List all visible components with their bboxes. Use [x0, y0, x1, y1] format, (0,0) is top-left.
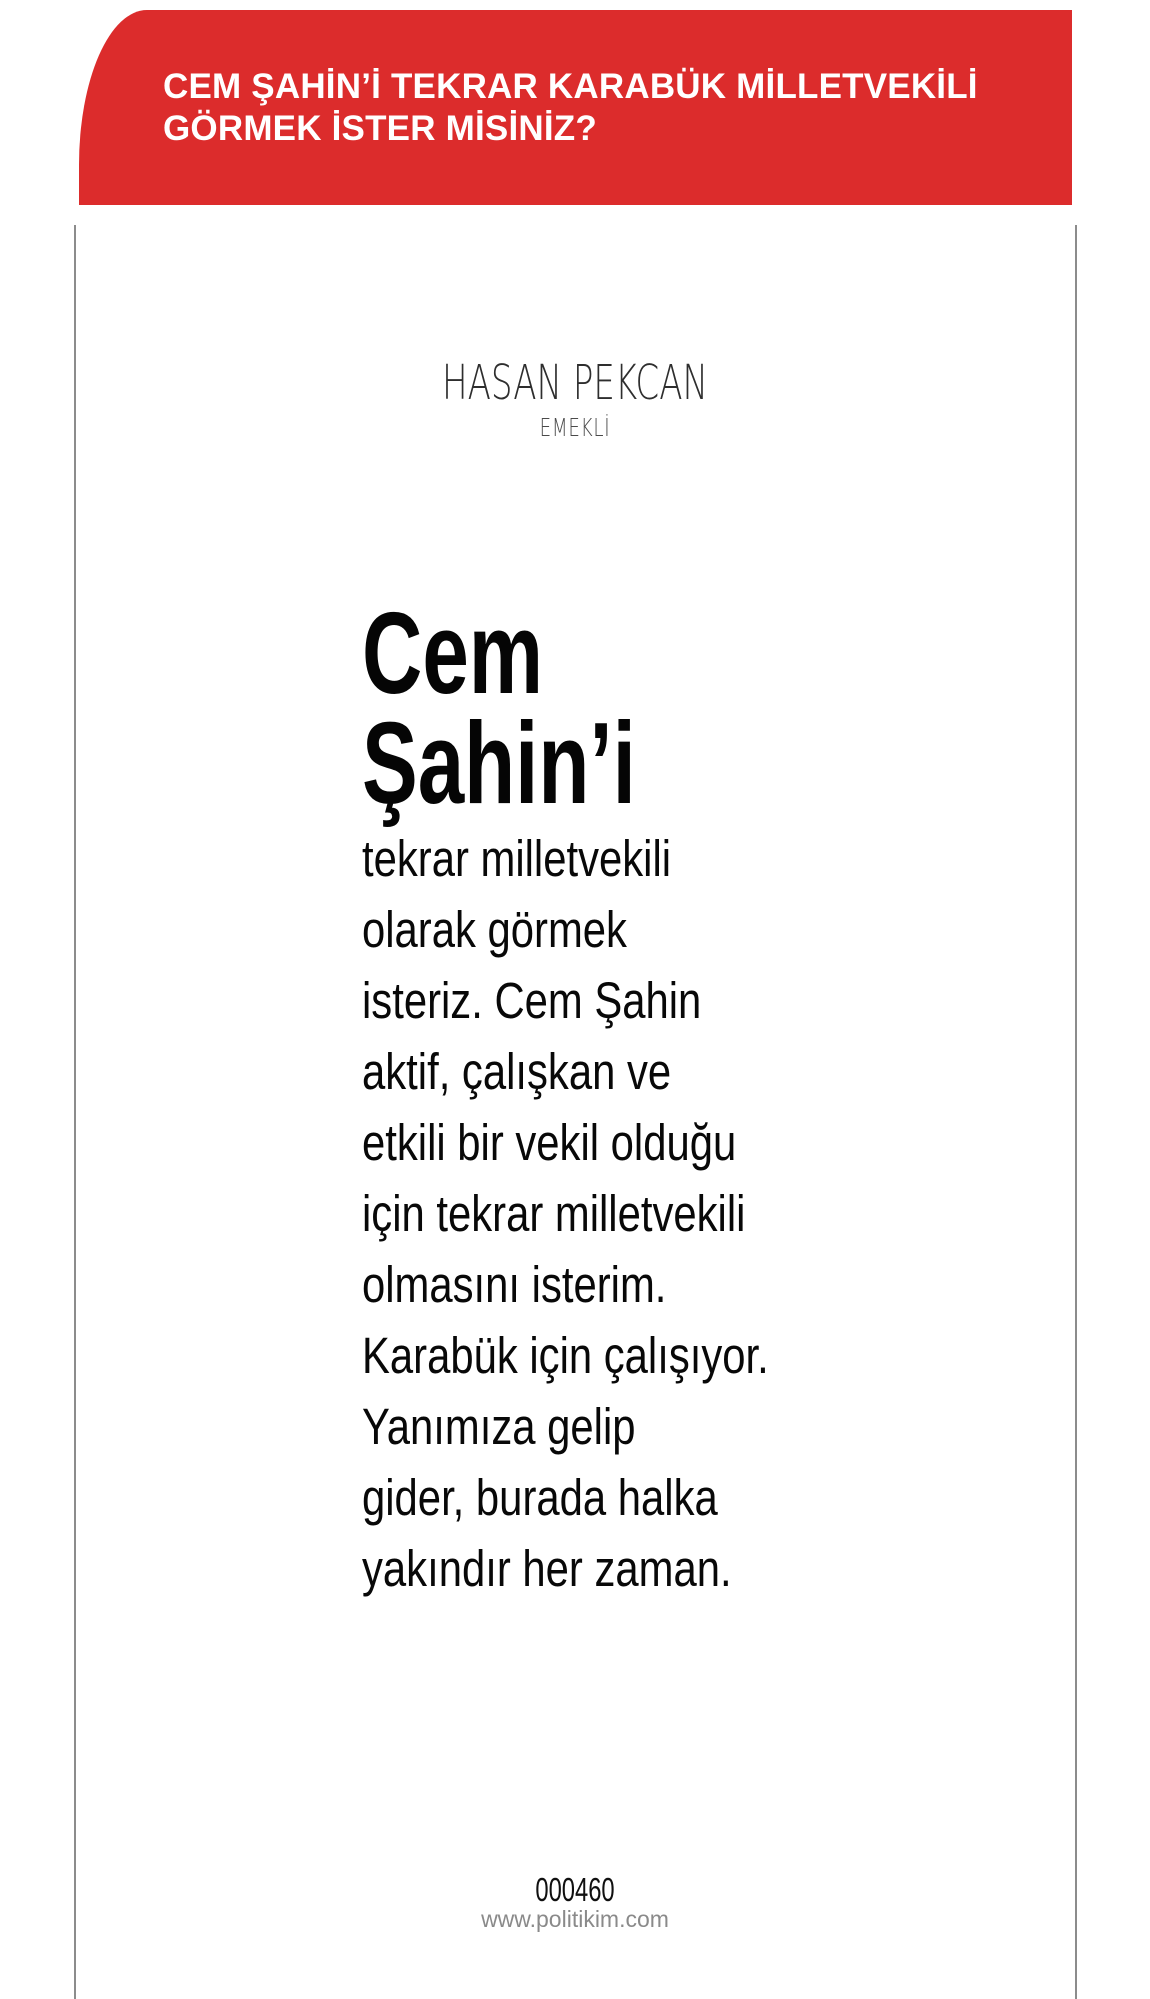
quote-body-line: yakındır her zaman.: [362, 1540, 732, 1597]
person-name: HASAN PEKCAN: [441, 355, 709, 411]
ballot-code: 000460: [535, 1871, 615, 1908]
banner-question: [163, 66, 978, 150]
quote-body-line: aktif, çalışkan ve: [362, 1043, 672, 1100]
right-border-rule: [1075, 225, 1077, 1999]
quote-body-line: Yanımıza gelip: [362, 1398, 636, 1455]
left-border-rule: [74, 225, 76, 1999]
quote-body-line: için tekrar milletvekili: [362, 1185, 746, 1242]
quote-headline: [362, 588, 636, 828]
quote-body-line: tekrar milletvekili: [362, 830, 672, 887]
quote-body: [362, 823, 769, 1604]
banner-question-line2: GÖRMEK İSTER MİSİNİZ?: [163, 109, 597, 148]
quote-body-line: olmasını isterim.: [362, 1256, 667, 1313]
quote-headline-line1: Cem: [362, 588, 544, 718]
website-url: www.politikim.com: [481, 1906, 669, 1932]
quote-body-line: olarak görmek: [362, 901, 627, 958]
banner-question-line1: CEM ŞAHİN’İ TEKRAR KARABÜK MİLLETVEKİLİ: [163, 67, 978, 106]
quote-headline-line2: Şahin’i: [362, 698, 636, 828]
quote-body-line: Karabük için çalışıyor.: [362, 1327, 769, 1384]
quote-body-line: isteriz. Cem Şahin: [362, 972, 702, 1029]
header-banner: [79, 10, 1072, 205]
quote-body-line: gider, burada halka: [362, 1469, 718, 1526]
quote-body-line: etkili bir vekil olduğu: [362, 1114, 737, 1171]
person-role: EMEKLİ: [539, 413, 611, 442]
